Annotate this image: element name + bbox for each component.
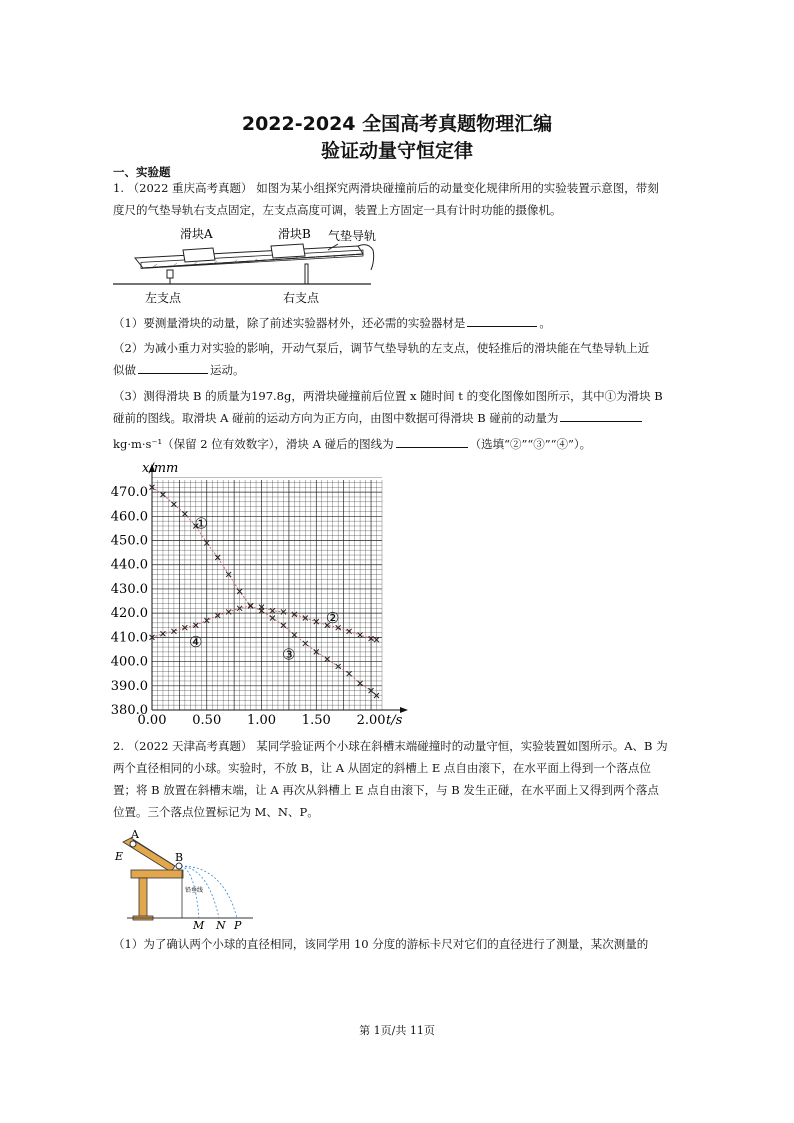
x-axis-label: t/s xyxy=(386,713,403,728)
incline-figure xyxy=(113,830,263,930)
chart-curves xyxy=(152,487,377,695)
y-tick-label: 450.0 xyxy=(110,533,148,549)
q1-sub2-line2 xyxy=(113,362,683,378)
right-support-label: 右支点 xyxy=(283,291,320,305)
series-line xyxy=(251,606,377,696)
section-heading: 一、实验题 xyxy=(113,165,171,179)
plumb-line-label: 铅垂线 xyxy=(185,887,204,894)
series-line xyxy=(262,607,377,640)
q2-sub1: （1）为了确认两个小球的直径相同，该同学用 10 分度的游标卡尺对它们的直径进行了测量，某次测量的 xyxy=(113,937,649,951)
q1-sub2-line1: （2）为减小重力对实验的影响，开动气泵后，调节气垫导轨的左支点，使轻推后的滑块能在气垫导轨上近 xyxy=(113,341,650,355)
series-label: ① xyxy=(194,514,209,533)
q1-sub3-line3 xyxy=(113,436,683,452)
q1-sub3-blank1[interactable] xyxy=(560,410,642,422)
q1-sub3-text: 碰前的图线。取滑块 A 碰前的运动方向为正方向，由图中数据可得滑块 B 碰前的动量为 xyxy=(113,411,559,425)
q2-intro-line1: 2. （2022 天津高考真题） 某同学验证两个小球在斜槽末端碰撞时的动量守恒，实验装置如图所示。A、B 为 xyxy=(113,739,668,753)
q1-sub2-end: 运动。 xyxy=(210,363,245,377)
series-label: ④ xyxy=(189,633,203,652)
q1-sub1-text: （1）要测量滑块的动量，除了前述实验器材外，还必需的实验器材是 xyxy=(113,316,466,330)
q1-sub1-end: 。 xyxy=(539,316,551,330)
x-tick-label: 0.00 xyxy=(137,713,167,728)
q1-sub3-blank2[interactable] xyxy=(396,436,468,448)
y-tick-label: 460.0 xyxy=(110,509,148,525)
point-m-label: M xyxy=(193,919,205,930)
chart-points xyxy=(150,485,380,698)
x-tick-label: 1.50 xyxy=(301,713,331,728)
slider-b-label: 滑块B xyxy=(278,227,311,241)
ball-a-label: A xyxy=(131,830,139,841)
y-tick-label: 400.0 xyxy=(110,654,148,670)
slider-a-label: 滑块A xyxy=(180,227,213,241)
q1-intro-line2: 度尺的气垫导轨右支点固定，左支点高度可调，装置上方固定一具有计时功能的摄像机。 xyxy=(113,203,562,217)
point-n-label: N xyxy=(216,919,226,930)
q1-sub1-blank[interactable] xyxy=(467,315,537,327)
series-label: ③ xyxy=(282,645,296,664)
q2-intro-line3: 置；将 B 放置在斜槽末端，让 A 再次从斜槽上 E 点自由滚下，与 B 发生正碰，在水平面上又得到两个落点 xyxy=(113,783,659,797)
y-axis-label: x/mm xyxy=(142,461,179,476)
position-time-chart xyxy=(110,460,410,730)
point-p-label: P xyxy=(234,919,242,930)
page-title: 2022-2024 全国高考真题物理汇编 xyxy=(241,113,553,135)
q1-sub3-line2 xyxy=(113,410,683,426)
q1-sub2-blank[interactable] xyxy=(138,362,208,374)
q2-intro-line4: 位置。三个落点位置标记为 M、N、P。 xyxy=(113,805,319,819)
y-tick-label: 420.0 xyxy=(110,606,148,622)
y-tick-label: 440.0 xyxy=(110,557,148,573)
point-e-label: E xyxy=(115,850,124,863)
page-subtitle: 验证动量守恒定律 xyxy=(320,140,473,162)
x-tick-label: 2.00 xyxy=(356,713,386,728)
q1-sub2-text: 似做 xyxy=(113,363,136,377)
y-tick-label: 410.0 xyxy=(110,630,148,646)
y-tick-label: 430.0 xyxy=(110,581,148,597)
page-footer: 第 1页/共 11页 xyxy=(359,1024,435,1037)
ball-b-label: B xyxy=(175,851,184,864)
q1-sub3-choice: （选填“②”“③”“④”）。 xyxy=(469,437,592,451)
y-tick-label: 390.0 xyxy=(110,678,148,694)
q1-sub3-unit: kg·m·s⁻¹（保留 2 位有效数字），滑块 A 碰后的图线为 xyxy=(113,437,394,451)
q1-sub1 xyxy=(113,315,683,331)
q1-sub3-line1: （3）测得滑块 B 的质量为197.8g，两滑块碰撞前后位置 x 随时间 t 的变化图像如图所示，其中①为滑块 B xyxy=(113,389,663,403)
x-tick-label: 0.50 xyxy=(192,713,222,728)
x-tick-label: 1.00 xyxy=(247,713,277,728)
air-track-figure xyxy=(113,220,393,310)
y-tick-label: 470.0 xyxy=(110,485,148,501)
track-label: 气垫导轨 xyxy=(328,229,377,243)
q2-intro-line2: 两个直径相同的小球。实验时，不放 B，让 A 从固定的斜槽上 E 点自由滚下，在水平面上得到一个落点位 xyxy=(113,761,651,775)
series-label: ② xyxy=(325,609,340,627)
q1-intro-line1: 1. （2022 重庆高考真题） 如图为某小组探究两滑块碰撞前后的动量变化规律所用的实验装置示意图，带刻 xyxy=(113,181,659,195)
y-tick-label: 380.0 xyxy=(110,703,148,718)
chart-axes xyxy=(149,464,408,713)
left-support-label: 左支点 xyxy=(145,291,182,305)
